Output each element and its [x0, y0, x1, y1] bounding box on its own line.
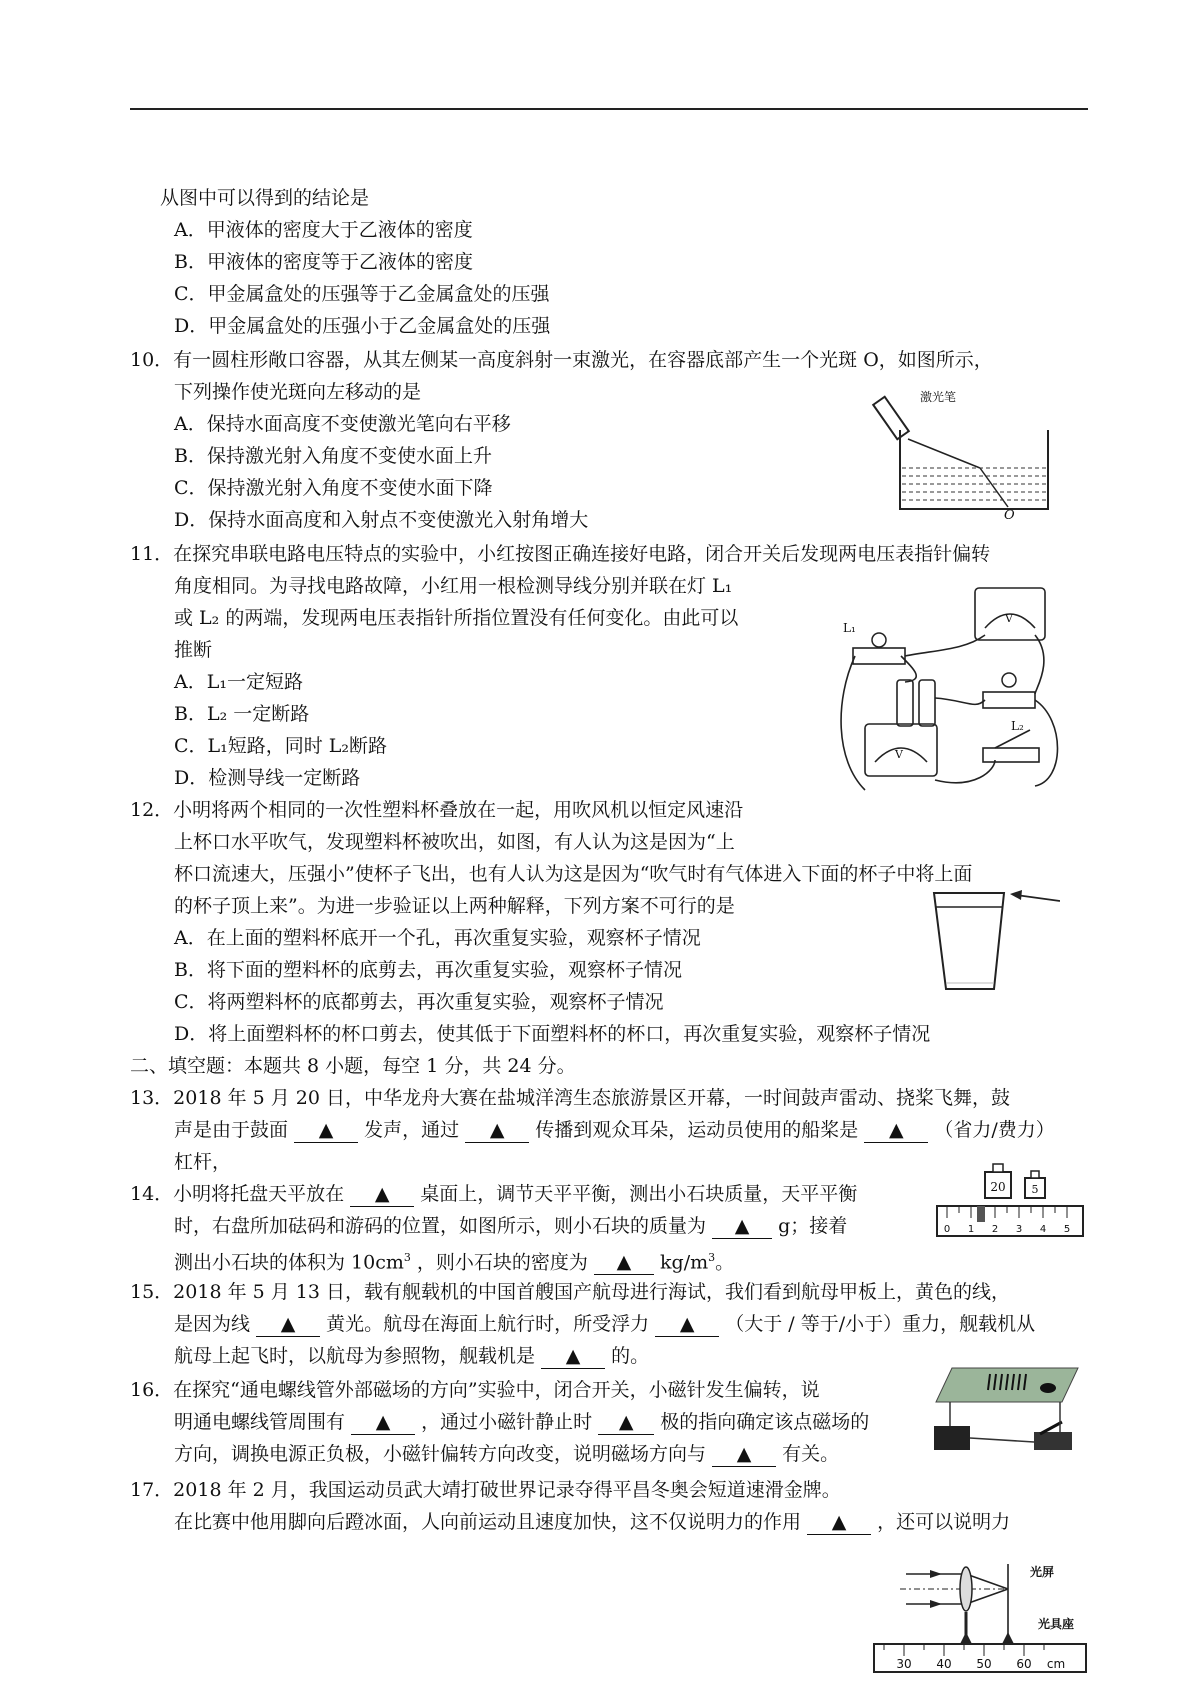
lamp-l1-label: L₁: [843, 621, 856, 635]
q14-line3: [174, 1246, 734, 1275]
q15-blank-1[interactable]: ▲: [256, 1312, 320, 1337]
q15-text-e: 的。: [611, 1345, 650, 1367]
q13-line2: [174, 1118, 1055, 1143]
q15-blank-2[interactable]: ▲: [655, 1312, 719, 1337]
q11-line2: 角度相同。为寻找电路故障，小红用一根检测导线分别并联在灯 L₁: [174, 575, 733, 597]
q14-text-h: 。: [715, 1251, 735, 1274]
ruler-tick-5: 5: [1063, 1224, 1071, 1235]
ruler-tick-2: 2: [991, 1224, 999, 1235]
q10-option-c: C．保持激光射入角度不变使水面下降: [174, 477, 493, 499]
q14-line1: [130, 1182, 857, 1207]
q17-blank-1[interactable]: ▲: [807, 1510, 871, 1535]
q15-line1: 15．2018 年 5 月 13 日，载有舰载机的中国首艘国产航母进行海试，我们看到航母甲板上，黄色的线，: [130, 1281, 1010, 1303]
q9-option-a: A．甲液体的密度大于乙液体的密度: [174, 219, 473, 241]
q9-stem: 从图中可以得到的结论是: [160, 187, 370, 209]
q14-blank-1[interactable]: ▲: [350, 1182, 414, 1207]
solenoid-figure: [930, 1362, 1080, 1462]
spot-o-label: O: [1004, 508, 1015, 520]
q17-text-a: 在比赛中他用脚向后蹬冰面，人向前运动且速度加快，这不仅说明力的作用: [174, 1511, 802, 1533]
q17-line2: [174, 1510, 1010, 1535]
q15-text-d: 航母上起飞时，以航母为参照物，舰载机是: [174, 1345, 536, 1367]
bench-tick-60: 60: [1016, 1657, 1032, 1671]
q9-option-b: B．甲液体的密度等于乙液体的密度: [174, 251, 473, 273]
ruler-tick-3: 3: [1015, 1224, 1023, 1235]
q12-line3: 杯口流速大，压强小”使杯子飞出，也有人认为这是因为“吹气时有气体进入下面的杯子中将上面: [174, 863, 973, 885]
q11-line1: 11．在探究串联电路电压特点的实验中，小红按图正确连接好电路，闭合开关后发现两电压表指针偏转: [130, 543, 991, 565]
q17-text-b: ，还可以说明力: [877, 1511, 1011, 1533]
q14-text-f: ，则小石块的密度为: [416, 1251, 588, 1274]
weight-20-label: 20: [990, 1180, 1006, 1194]
q11-line4: 推断: [174, 639, 213, 661]
q10-option-b: B．保持激光射入角度不变使水面上升: [174, 445, 492, 467]
q14-text-e: 测出小石块的体积为 10cm: [174, 1251, 404, 1274]
q13-text-a: 声是由于鼓面: [174, 1119, 289, 1141]
q11-option-c: C．L₁短路，同时 L₂断路: [174, 735, 388, 757]
q12-line4: 的杯子顶上来”。为进一步验证以上两种解释，下列方案不可行的是: [174, 895, 735, 917]
q16-blank-1[interactable]: ▲: [351, 1410, 415, 1435]
q10-line1: 10．有一圆柱形敞口容器，从其左侧某一高度斜射一束激光，在容器底部产生一个光斑 O，如图所示，: [130, 349, 993, 371]
bench-label: 光具座: [1038, 1617, 1075, 1631]
q11-option-d: D．检测导线一定断路: [174, 767, 361, 789]
laser-pen-label: 激光笔: [920, 390, 957, 404]
q13-text-c: 传播到观众耳朵，运动员使用的船桨是: [535, 1119, 859, 1141]
q16-line3: [174, 1442, 839, 1467]
q11-option-a: A．L₁一定短路: [174, 671, 303, 693]
q14-sup-2: 3: [708, 1251, 716, 1264]
ruler-tick-1: 1: [967, 1224, 975, 1235]
q16-line2: [174, 1410, 869, 1435]
section2-heading: 二、填空题：本题共 8 小题，每空 1 分，共 24 分。: [130, 1055, 576, 1077]
q15-text-c: （大于 / 等于/小于）重力，舰载机从: [725, 1313, 1036, 1335]
q12-option-c: C．将两塑料杯的底都剪去，再次重复实验，观察杯子情况: [174, 991, 664, 1013]
q15-text-a: 是因为线: [174, 1313, 251, 1335]
lamp-l2-label: L₂: [1011, 719, 1024, 733]
bench-tick-30: 30: [896, 1657, 912, 1671]
q13-line1: 13．2018 年 5 月 20 日，中华龙舟大赛在盐城洋湾生态旅游景区开幕，一时间鼓声雷动、挠桨飞舞，鼓: [130, 1087, 1010, 1109]
q13-blank-3[interactable]: ▲: [864, 1118, 928, 1143]
q11-line3: 或 L₂ 的两端，发现两电压表指针所指位置没有任何变化。由此可以: [174, 607, 739, 629]
optical-bench-figure: [870, 1560, 1090, 1690]
circuit-figure: [835, 580, 1065, 805]
balance-weights-figure: [935, 1160, 1085, 1242]
q14-text-c: 时，右盘所加砝码和游码的位置，如图所示，则小石块的质量为: [174, 1215, 707, 1237]
q14-text-a: 14．小明将托盘天平放在: [130, 1183, 345, 1205]
q9-option-c: C．甲金属盒处的压强等于乙金属盒处的压强: [174, 283, 550, 305]
q15-blank-3[interactable]: ▲: [541, 1344, 605, 1369]
q12-line1: 12．小明将两个相同的一次性塑料杯叠放在一起，用吹风机以恒定风速沿: [130, 799, 744, 821]
weight-5-label: 5: [1031, 1183, 1039, 1196]
q16-text-d: 方向，调换电源正负极，小磁针偏转方向改变，说明磁场方向与: [174, 1443, 707, 1465]
q16-text-e: 有关。: [782, 1443, 840, 1465]
q14-blank-3[interactable]: ▲: [594, 1250, 654, 1275]
q13-text-d: （省力/费力）: [934, 1119, 1055, 1141]
voltmeter-bottom-label: V: [895, 748, 903, 761]
q10-option-d: D．保持水面高度和入射点不变使激光入射角增大: [174, 509, 589, 531]
q16-text-a: 明通电螺线管周围有: [174, 1411, 346, 1433]
header-rule: [130, 108, 1088, 110]
q16-text-b: ，通过小磁针静止时: [421, 1411, 593, 1433]
q14-text-d: g；接着: [778, 1215, 848, 1237]
q9-option-d: D．甲金属盒处的压强小于乙金属盒处的压强: [174, 315, 551, 337]
bench-unit-cm: cm: [1046, 1657, 1066, 1671]
ruler-tick-0: 0: [943, 1224, 951, 1235]
bench-tick-40: 40: [936, 1657, 952, 1671]
q10-line2: 下列操作使光斑向左移动的是: [174, 381, 422, 403]
q13-line3: 杠杆，: [174, 1151, 232, 1173]
voltmeter-top-label: V: [1005, 612, 1013, 625]
q14-text-b: 桌面上，调节天平平衡，测出小石块质量，天平平衡: [420, 1183, 858, 1205]
bench-tick-50: 50: [976, 1657, 992, 1671]
q12-line2: 上杯口水平吹气，发现塑料杯被吹出，如图，有人认为这是因为“上: [174, 831, 735, 853]
q15-line3: [174, 1344, 649, 1369]
q16-blank-3[interactable]: ▲: [712, 1442, 776, 1467]
q14-text-g: kg/m: [660, 1251, 709, 1274]
q12-option-a: A．在上面的塑料杯底开一个孔，再次重复实验，观察杯子情况: [174, 927, 701, 949]
q13-blank-2[interactable]: ▲: [465, 1118, 529, 1143]
q11-option-b: B．L₂ 一定断路: [174, 703, 310, 725]
q14-line2: [174, 1214, 847, 1239]
q13-blank-1[interactable]: ▲: [294, 1118, 358, 1143]
q15-text-b: 黄光。航母在海面上航行时，所受浮力: [326, 1313, 650, 1335]
q17-line1: 17．2018 年 2 月，我国运动员武大靖打破世界记录夺得平昌冬奥会短道速滑金牌。: [130, 1479, 841, 1501]
q16-blank-2[interactable]: ▲: [598, 1410, 654, 1435]
screen-label: 光屏: [1030, 1565, 1055, 1579]
q13-text-b: 发声，通过: [364, 1119, 460, 1141]
laser-container-figure: [860, 385, 1070, 520]
q15-line2: [174, 1312, 1035, 1337]
stacked-cups-figure: [920, 885, 1060, 997]
q12-option-d: D．将上面塑料杯的杯口剪去，使其低于下面塑料杯的杯口，再次重复实验，观察杯子情况: [174, 1023, 931, 1045]
q16-text-c: 极的指向确定该点磁场的: [660, 1411, 870, 1433]
q16-line1: 16．在探究“通电螺线管外部磁场的方向”实验中，闭合开关，小磁针发生偏转，说: [130, 1379, 820, 1401]
q14-sup-1: 3: [403, 1251, 411, 1264]
q10-option-a: A．保持水面高度不变使激光笔向右平移: [174, 413, 511, 435]
q12-option-b: B．将下面的塑料杯的底剪去，再次重复实验，观察杯子情况: [174, 959, 682, 981]
q14-blank-2[interactable]: ▲: [712, 1214, 772, 1239]
ruler-tick-4: 4: [1039, 1224, 1047, 1235]
